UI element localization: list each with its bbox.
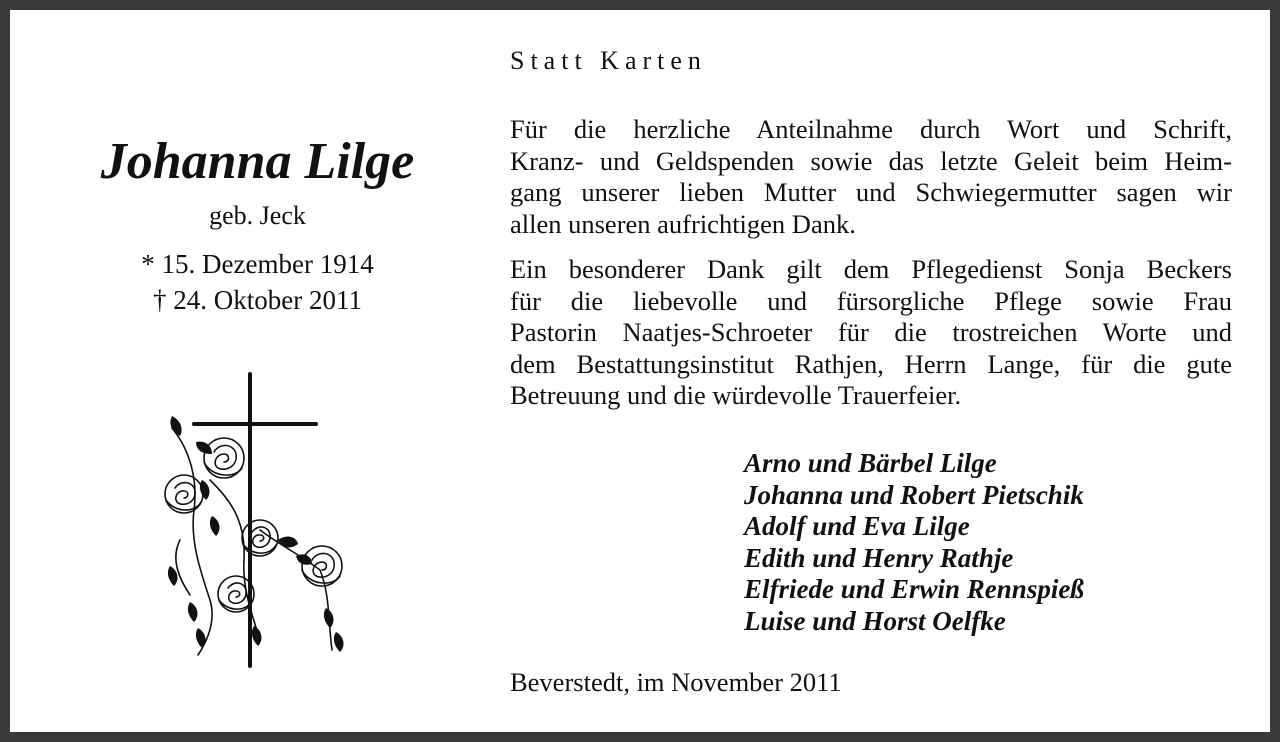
maiden-name: geb. Jeck xyxy=(209,201,306,230)
paragraph-line: Ein besonderer Dank gilt dem Pflegedienst Sonja Beckers xyxy=(510,254,1232,284)
signer: Elfriede und Erwin Rennspieß xyxy=(744,574,1084,604)
cross-with-roses-icon xyxy=(150,370,370,670)
paragraph-line: Für die herzliche Anteilnahme durch Wort und Schrift, xyxy=(510,114,1232,144)
obituary-card xyxy=(10,10,1270,732)
death-date: † 24. Oktober 2011 xyxy=(153,285,362,315)
thanks-paragraph xyxy=(510,114,1232,240)
paragraph-line: gang unserer lieben Mutter und Schwiegermutter sagen wir xyxy=(510,177,1232,207)
paragraph-line: Pastorin Naatjes-Schroeter für die trostreichen Worte und xyxy=(510,317,1232,347)
paragraph-line: allen unseren aufrichtigen Dank. xyxy=(510,208,856,239)
signers-list xyxy=(744,448,1084,637)
signer: Luise und Horst Oelfke xyxy=(744,605,1006,636)
paragraph-line: dem Bestattungsinstitut Rathjen, Herrn Lange, für die gute xyxy=(510,348,1232,379)
signer: Edith und Henry Rathje xyxy=(744,542,1014,573)
paragraph-line: für die liebevolle und fürsorgliche Pflege sowie Frau xyxy=(510,285,1232,316)
signer: Arno und Bärbel Lilge xyxy=(744,448,997,478)
special-thanks-paragraph xyxy=(510,254,1232,412)
place-date: Beverstedt, im November 2011 xyxy=(510,667,842,697)
signer: Johanna und Robert Pietschik xyxy=(744,479,1084,510)
life-dates xyxy=(50,246,465,318)
paragraph-line: Betreuung und die würdevolle Trauerfeier. xyxy=(510,380,962,410)
birth-date: * 15. Dezember 1914 xyxy=(141,249,374,279)
paragraph-line: Kranz- und Geldspenden sowie das letzte Geleit beim Heim- xyxy=(510,145,1232,176)
notice-heading: Statt Karten xyxy=(510,46,707,75)
signer: Adolf und Eva Lilge xyxy=(744,511,970,541)
deceased-name: Johanna Lilge xyxy=(100,133,415,190)
deceased-block xyxy=(50,130,465,318)
